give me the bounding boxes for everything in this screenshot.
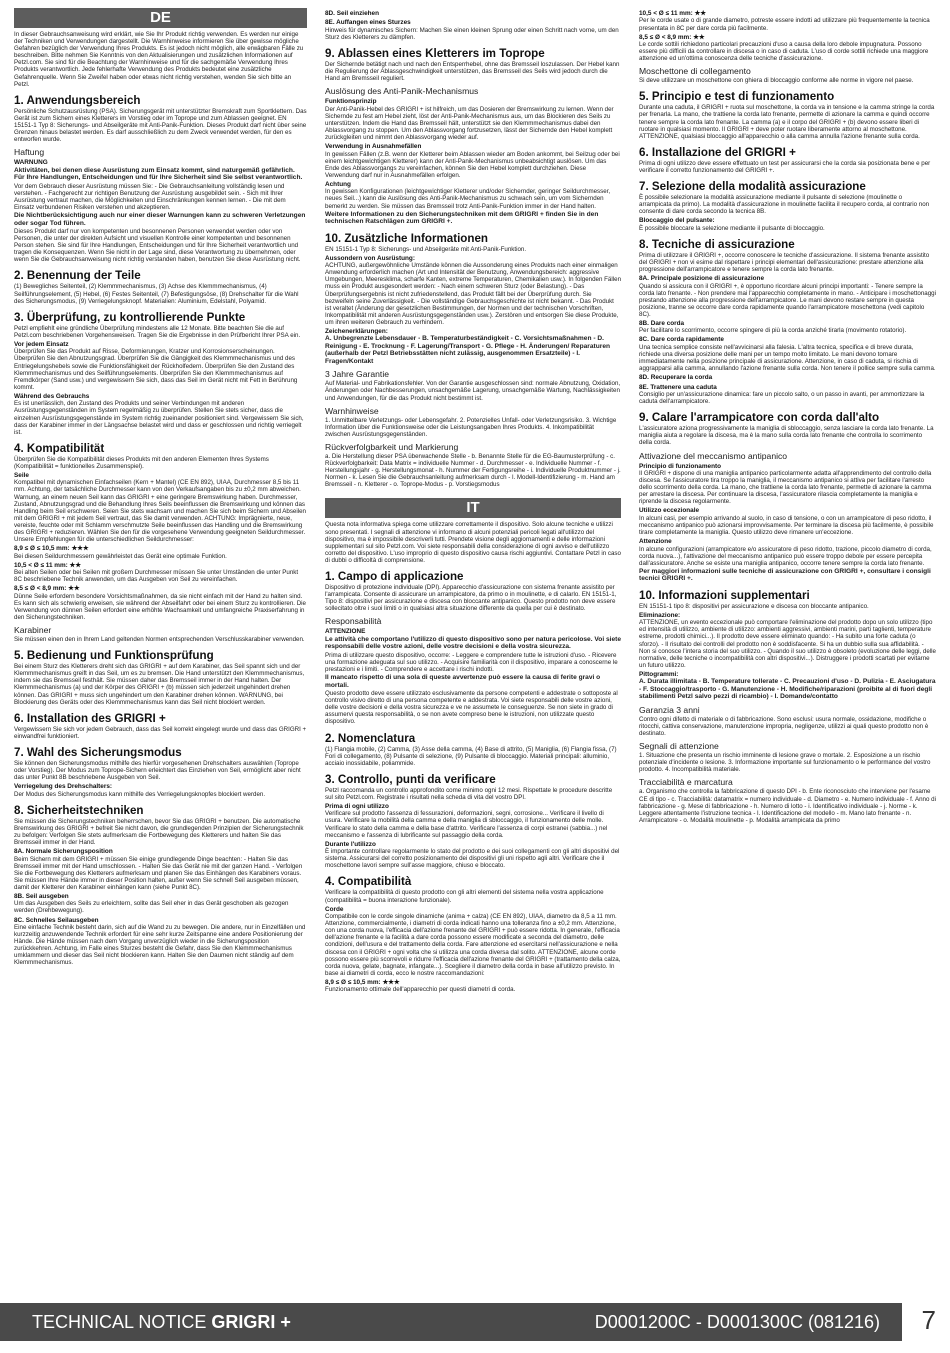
bold-text: Per maggiori informazioni sulle tecniche di assicurazione con GRIGRI +, consultare i consigli tecnici GRIGRI +. xyxy=(639,567,931,583)
section-heading: 8. Tecniche di assicurazione xyxy=(639,237,795,251)
subsection-heading: Garanzia 3 anni xyxy=(639,704,700,715)
paragraph-heading: Prima di ogni utilizzo xyxy=(325,802,389,810)
body-text: Prima di utilizzare questo dispositivo, occorre: - Leggere e comprendere tutte le istruzioni d'uso. - Ricevere una formazione adeguata sul suo utilizzo. - Acquisire familiarità con il dispositivo, imparare a conoscerne le prestazioni e i limiti. - Comprendere e accettare i rischi indotti. xyxy=(325,651,618,673)
section-heading: 9. Calare l'arrampicatore con corda dall'alto xyxy=(639,411,880,425)
body-text: Bei alten Seilen oder bei Seilen mit großem Durchmesser müssen Sie unter Umständen die unter Punkt 8C beschriebene Technik anwenden, um das Ausgeben von Seil zu vereinfachen. xyxy=(14,569,299,584)
body-text: Überprüfen Sie das Produkt auf Risse, Deformierungen, Kratzer und Korrosionserscheinungen. Überprüfen Sie den Abnutzungsgrad. Überprüfen Sie die Gängigkeit des Klemmmechanismus und des Entriegelungshebels sowie die Funktionsfähigkeit der Rückholfedern. Überprüfen Sie den Zustand des Klemmmechanismus und des Seilführungselements. Überprüfen Sie den Klemmmechanismus auf Fremdkörper (Sand usw.) und vergewissern Sie sich, dass das Seil im Gerät nicht mit Fett in Berührung kommt. xyxy=(14,348,298,391)
body-text: Durante una caduta, il GRIGRI + ruota sul moschettone, la corda va in tensione e la camma stringe la corda per frenarla. La mano, che trattiene la corda lato frenante, permette di azionare la camma e quindi occorre tenere sempre la corda lato frenante. La camma (a) e il corpo del GRIGRI + (b) devono essere liberi di ruotare in qualsiasi momento. Il GRIGRI + deve poter ruotare liberamente attorno al moschettone. ATTENZIONE, qualsiasi bloccaggio all'apparecchio o alla camma annulla l'azione frenante sulla corda. xyxy=(639,104,935,140)
paragraph-heading: 8,9 ≤ Ø ≤ 10,5 mm: ★★★ xyxy=(325,978,400,986)
subsection-heading: Moschettone di collegamento xyxy=(639,66,751,77)
body-text: È possibile bloccare la selezione mediante il pulsante di bloccaggio. xyxy=(639,224,825,232)
paragraph-heading: Utilizzo eccezionale xyxy=(639,507,700,515)
section-heading: 10. Informazioni supplementari xyxy=(639,588,810,602)
bold-text: Le attività che comportano l'utilizzo di questo dispositivo sono per natura pericolose. Voi siete responsabili delle vostre azioni, delle vostre decisioni e della vostra sicurezza. xyxy=(325,635,621,651)
paragraph-heading: 10,5 < Ø ≤ 11 mm: ★★ xyxy=(639,10,707,17)
body-text: ACHTUNG, außergewöhnliche Umstände können die Aussonderung eines Produkts nach einer einmaligen Anwendung erforderlich machen (Art und Intensität der Benutzung, Anwendungsbereich: aggressive Umgebungen, Meeresklima, scharfe Kanten, extreme Temperaturen, Chemikalien usw.). In folgenden Fällen muss ein Produkt ausgesondert werden: - Nach einem schweren Sturz (oder Belastung). - Das Überprüfungsergebnis ist nicht zufriedenstellend, das Produkt fällt bei der Überprüfung durch. Sie bezweifeln seine Zuverlässigkeit. - Die vollständige Gebrauchsgeschichte ist nicht bekannt. - Das Produkt ist veraltet (Änderung der gesetzlichen Bestimmungen, der Normen und der technischen Vorschriften, Inkompatibilität mit anderen Ausrüstungsgegenständen usw.). Zerstören und entsorgen Sie diese Produkte, um ihren weiteren Gebrauch zu verhindern. xyxy=(325,262,621,326)
body-text: 1. Situazione che presenta un rischio imminente di lesione grave o mortale. 2. Esposizione a un rischio potenziale d'incidente o lesione. 3. Informazione importante sul funzionamento o le performance del vostro prodotto. 4. Incompatibilità materiale. xyxy=(639,752,931,774)
body-text: Questa nota informativa spiega come utilizzare correttamente il dispositivo. Solo alcune tecniche e utilizzi sono presentati. I segnali di attenzione vi informano di alcuni potenziali pericoli legati all'utilizzo del dispositivo, ma è impossibile descriverli tutti. Prendete visione degli aggiornamenti e delle informazioni supplementari sul sito Petzl.com. Voi siete responsabili della considerazione di ogni avviso e dell'utilizzo corretto del dispositivo. L'uso improprio di questo dispositivo causa rischi aggiuntivi. Contattare Petzl in caso di dubbi o difficoltà di comprensione. xyxy=(325,521,621,564)
footer-title xyxy=(32,1311,291,1333)
paragraph-heading: Zeichenerklärungen: xyxy=(325,327,388,335)
paragraph-heading: Aussondern von Ausrüstung: xyxy=(325,254,415,262)
paragraph-heading: 8B. Seil ausgeben xyxy=(14,892,69,900)
page-footer xyxy=(0,1300,950,1344)
body-text: Per le corde usate o di grande diametro, potreste essere indotti ad utilizzare più frequentemente la tecnica presentata in 8C per dare corda più facilmente. xyxy=(639,17,930,32)
paragraph-heading: Vor jedem Einsatz xyxy=(14,340,69,348)
section-heading: 4. Compatibilità xyxy=(325,875,412,889)
body-text: In gewissen Konfigurationen (leichtgewichtiger Kletterer und/oder Sichernder, geringer Seildurchmesser, neues Seil...) kann die Auslösung des Anti-Panik-Mechanismus zu schwach sein, um vom Sichernden bemerkt zu werden. Sie müssen das Bremsseil trotz Anti-Panik-Funktion immer in der Hand halten. xyxy=(325,188,611,210)
section-heading: 7. Wahl des Sicherungsmodus xyxy=(14,745,182,759)
subsection-heading: Tracciabilità e marcatura xyxy=(639,777,733,788)
bold-text: Aktivitäten, bei denen diese Ausrüstung zum Einsatz kommt, sind naturgemäß gefährlich. Für Ihre Handlungen, Entscheidungen und für Ihre Sicherheit sind Sie selbst verantwortlich. xyxy=(14,166,303,182)
paragraph-heading: WARNUNG xyxy=(14,159,48,167)
column-middle xyxy=(325,8,621,1293)
paragraph-heading: Pittogrammi: xyxy=(639,670,679,678)
body-text: In alcune configurazioni (arrampicatore e/o assicuratore di peso ridotto, trazione, piccolo diametro di corda, corda nuova...), l'attivazione del meccanismo antipanico può essere troppo debole per essere percepita dall'assicuratore. Anche se esiste una maniglia antipanico, occorre tenere sempre la corda lato frenante. xyxy=(639,545,932,567)
subsection-heading: 3 Jahre Garantie xyxy=(325,369,390,380)
paragraph-heading: Durante l'utilizzo xyxy=(325,840,376,848)
body-text: Verificare la compatibilità di questo prodotto con gli altri elementi del sistema nella vostra applicazione (compatibilità = buona interazione funzionale). xyxy=(325,889,604,904)
body-text: Petzl raccomanda un controllo approfondito come minimo ogni 12 mesi. Rispettate le procedure descritte sul sito Petzl.com. Registrate i risultati nella scheda di vita del vostro DPI. xyxy=(325,786,613,801)
subsection-heading: Karabiner xyxy=(14,625,52,636)
paragraph-heading: Achtung xyxy=(325,180,351,188)
paragraph-heading: 8,5 ≤ Ø < 8,9 mm: ★★ xyxy=(639,33,705,41)
section-heading: 8. Sicherheitstechniken xyxy=(14,803,144,817)
bold-text: Die Nichtberücksichtigung auch nur einer dieser Warnungen kann zu schweren Verletzungen oder sogar Tod führen. xyxy=(14,212,306,227)
body-text: Dieses Produkt darf nur von kompetenten und besonnenen Personen verwendet werden oder von Personen, die unter der direkten Aufsicht und visuellen Kontrolle einer kompetenten und besonnenen Person stehen. Sie sind für Ihre Handlungen, Entscheidungen und für Ihre Sicherheit verantwortlich und tragen die Konsequenzen. Wenn Sie nicht in der Lage sind, diese Verantwortung zu übernehmen, oder wenn Sie die Gebrauchsanweisung nicht richtig verstanden haben, benutzen Sie diese Ausrüstung nicht. xyxy=(14,228,301,264)
body-text: È possibile selezionare la modalità assicurazione mediante il pulsante di selezione (moulinette o arrampicata da primo). La modalità d'assicurazione in moulinette facilita il recupero corda, al contrario non consente di dare corda secondo la tecnica 8B. xyxy=(639,194,930,216)
body-text: Um das Ausgeben des Seils zu erleichtern, sollte das Seil eher in das Gerät geschoben als gezogen werden (Drehbewegung). xyxy=(14,900,289,915)
body-text: Questo prodotto deve essere utilizzato esclusivamente da persone competenti e addestrate o sottoposte al controllo visivo diretto di una persona competente e addestrata. Voi siete responsabili delle vostre azioni, delle vostre decisioni e della vostra sicurezza e ve ne assumete le conseguenze. Se non siete in grado di assumervi questa responsabilità, o se non avete compreso bene le istruzioni, non utilizzate questo dispositivo. xyxy=(325,690,618,726)
body-text: Petzl empfiehlt eine gründliche Überprüfung mindestens alle 12 Monate. Bitte beachten Sie die auf Petzl.com beschriebenen Vorgehensweisen. Tragen Sie die Ergebnisse in den Prüfbericht Ihrer PSA ein. xyxy=(14,324,301,339)
subsection-heading: Auslösung des Anti-Panik-Mechanismus xyxy=(325,86,479,97)
body-text: Dispositivo di protezione individuale (DPI). Apparecchio d'assicurazione con sistema frenante assistito per l'arrampicata. Consente di assicurare un arrampicatore, da primo o in moulinette, e di calarlo. EN 15151-1, Tipo 8: dispositivi per assicurazione e discesa con bloccante antipanico. Questo prodotto non deve essere sollecitato oltre i suoi limiti o in qualsiasi altra situazione differente da quella per cui è destinato. xyxy=(325,583,617,613)
body-text: L'assicuratore aziona progressivamente la maniglia di sbloccaggio, senza lasciare la corda lato frenante. La maniglia aiuta a regolare la discesa, ma è la mano sulla corda lato frenante che controlla lo scorrimento della corda. xyxy=(639,425,934,447)
body-text: (1) Flangia mobile, (2) Camma, (3) Asse della camma, (4) Base di attrito, (5) Maniglia, (6) Flangia fissa, (7) Fori di collegamento, (8) Pulsante di selezione, (9) Pulsante di bloccaggio. Materiali principali: alluminio, acciaio inossidabile, poliammide. xyxy=(325,745,617,767)
paragraph-heading: Seile xyxy=(14,471,29,479)
body-text: Si deve utilizzare un moschettone con ghiera di bloccaggio conforme alle norme in vigore nel paese. xyxy=(639,77,914,85)
body-text: Verificare sul prodotto l'assenza di fessurazioni, deformazioni, segni, corrosione... Verificare il livello di usura. Verificare la mobilità della camma e della maniglia di sbloccaggio, il funzionamento delle molle. Verificare lo stato della camma e della base d'attrito. Verificare l'assenza di corpi estranei (sabbia...) nel meccanismo e l'assenza di lubrificante sul passaggio della corda. xyxy=(325,810,608,839)
body-text: Compatibile con le corde singole dinamiche (anima + calza) (CE EN 892), UIAA, diametro da 8,5 a 11 mm. Attenzione, commercialmente, i diametri di corda indicati hanno una tolleranza fino a ±0,2 mm. Attenzione, con una corda nuova, l'efficacia dell'azione frenante del GRIGRI + può essere ridotta. In generale, l'efficacia dell'azione frenante e la facilità a dare corda possono essere modificate a seconda del diametro, delle condizioni, dell'usura e del trattamento della corda. Fare attenzione ed esercitarsi nell'assicurazione e nella discesa con il GRIGRI + ogni volta che si utilizza una corda diversa dal solito. ATTENZIONE, alcune corde possono essere più scorrevoli e ridurre l'efficacia dell'azione frenante del GRIGRI + (trattamento della calza, corda nuova, gelate, bagnate, infangate...). Scegliere il diametro della corda in base all'utilizzo previsto. In base ai diametri di corda, ecco le nostre raccomandazioni: xyxy=(325,913,621,977)
body-text: ATTENZIONE, un evento eccezionale può comportare l'eliminazione del prodotto dopo un solo utilizzo (tipo ed intensità di utilizzo, ambiente di utilizzo: ambienti aggressivi, ambienti marini, parti taglienti, temperature estreme, prodotti chimici...). Il prodotto deve essere eliminato quando: - Ha subito una forte caduta (o sforzo). - Il risultato dei controlli del prodotto non è soddisfacente. Si ha un dubbio sulla sua affidabilità. - Non si conosce l'intera storia del suo utilizzo. - Quando il suo utilizzo è obsoleto (evoluzione delle leggi, delle normative, delle tecniche o incompatibilità con altri dispositivi...). Distruggere i prodotti scartati per evitarne un futuro utilizzo. xyxy=(639,619,936,669)
body-text: Prima di ogni utilizzo deve essere effettuato un test per assicurarsi che la corda sia posizionata bene e per verificare il corretto funzionamento del GRIGRI +. xyxy=(639,159,931,174)
section-heading: 10. Zusätzliche Informationen xyxy=(325,231,488,245)
body-text: Vergewissern Sie sich vor jedem Gebrauch, dass das Seil korrekt eingelegt wurde und dass das GRIGRI + einwandfrei funktioniert. xyxy=(14,725,307,740)
column-right xyxy=(639,8,936,1293)
bold-text: A. Durata illimitata - B. Temperature tollerate - C. Precauzioni d'uso - D. Pulizia - E. Asciugatura - F. Stoccaggio/trasporto - G. Manutenzione - H. Modifiche/riparazioni (proibite al di fuori degli stabilimenti Petzl salvo pezzi di ricambio) - I. Domande/contatto xyxy=(639,678,936,701)
body-text: In alcuni casi, per esempio arrivando al suolo, in caso di tensione, o con un arrampicatore di peso ridotto, il meccanismo antipanico può azionarsi improvvisamente. Per terminare la discesa più facilmente, è possibile tirare completamente la maniglia. Questo utilizzo deve rimanere un'eccezione. xyxy=(639,514,934,536)
paragraph-heading: 8,5 ≤ Ø < 8,9 mm: ★★ xyxy=(14,585,80,593)
section-heading: 5. Principio e test di funzionamento xyxy=(639,90,835,104)
body-text: Bei einem Sturz des Kletterers dreht sich das GRIGRI + auf dem Karabiner, das Seil spannt sich und der Klemmmechanismus greift in das Seil, um es zu bremsen. Die Hand unterstützt den Klemmmechanismus, indem sie das Bremsseil festhält. Sie müssen daher das Bremsseil immer in der Hand halten. Der Klemmmechanismus (a) und der Körper des GRIGRI + (b) müssen sich jederzeit ungehindert drehen können. Das GRIGRI + muss sich ungehindert um den Karabiner drehen können. WARNUNG, bei Blockierung des Geräts oder des Klemmmechanismus kann das Seil nicht blockiert werden. xyxy=(14,663,305,706)
bold-text: Il mancato rispetto di una sola di queste avvertenze può essere la causa di ferite gravi o mortali. xyxy=(325,674,601,689)
paragraph-heading: Verriegelung des Drehschalters: xyxy=(14,783,113,791)
body-text: a. Organismo che controlla la fabbricazione di questo DPI - b. Ente riconosciuto che interviene per l'esame CE di tipo - c. Tracciabilità: datamatrix = numero individuale - d. Diametro - e. Numero individuale - f. Anno di fabbricazione - g. Mese di fabbricazione - h. Numero di lotto - i. Identificativo individuale - j. Norme - k. Leggere attentamente l'istruzione tecnica - l. Identificazione del modello - m. Mano lato frenante - n. Arrampicatore - o. Modalità moulinette - p. Modalità arrampicata da primo xyxy=(639,788,936,824)
body-text: Eine einfache Technik besteht darin, sich auf die Wand zu zu bewegen. Die andere, nur in Einzelfällen und kurzzeitig anzuwendende Technik erfordert für eine sehr kurze Zeitspanne eine andere Positionierung der Hände. Die Hände müssen nach dem Vorgang unverzüglich wieder in die Sicherungsposition zurückkehren. Achtung, im Falle eines Sturzes besteht die Gefahr, dass Sie den Klemmmechanismus umklammern und dieser das Seil nicht blockieren kann. Halten Sie den Daumen nicht ständig auf dem Klemmmechanismus. xyxy=(14,923,306,967)
paragraph-heading: 8C. Schnelles Seilausgeben xyxy=(14,916,99,924)
body-text: Vor dem Gebrauch dieser Ausrüstung müssen Sie: - Die Gebrauchsanleitung vollständig lesen und verstehen. - Fachgerecht zur richtigen Benutzung der Ausrüstung ausgebildet sein. - Sich mit Ihrer Ausrüstung vertraut machen, die Möglichkeiten und Einschränkungen kennen lernen. - Die mit dem Einsatz verbundenen Risiken verstehen und akzeptieren. xyxy=(14,182,286,211)
bold-text: A. Unbegrenzte Lebensdauer - B. Temperaturbeständigkeit - C. Vorsichtsmaßnahmen - D. Reinigung - E. Trocknung - F. Lagerung/Transport - G. Pflege - H. Änderungen/ Reparaturen (außerhalb der Petzl Betriebsstätten nicht zulässig, ausgenommen Ersatzteile) - I. Fragen/Kontakt xyxy=(325,335,611,365)
paragraph-heading: 8,9 ≤ Ø ≤ 10,5 mm: ★★★ xyxy=(14,545,89,553)
body-text: Prima di utilizzare il GRIGRI +, occorre conoscere le tecniche d'assicurazione. Il sistema frenante assistito del GRIGRI + non vi esime dal rispettare i principi elementari dell'assicurazione: prestare attenzione alla progressione dell'arrampicatore e tenere sempre la corda lato frenante. xyxy=(639,251,930,273)
body-text: Persönliche Schutzausrüstung (PSA). Sicherungsgerät mit unterstützter Bremskraft zum Sportklettern. Das Gerät ist zum Sichern eines Kletterers im Vorstieg oder im Toprope und zum Ablassen geeignet. EN 15151-1 Typ 8: Sicherungs- und Abseilgeräte mit Anti-Panik-Funktion. Dieses Produkt darf nicht über seine Grenzen hinaus belastet werden. Es darf ausschließlich zu dem Zweck verwendet werden, für den es entworfen wurde. xyxy=(14,107,307,144)
body-text: Contro ogni difetto di materiale o di fabbricazione. Sono esclusi: usura normale, ossidazione, modifiche o ritocchi, cattiva conservazione, manutenzione impropria, negligenze, utilizzi ai quali questo prodotto non è destinato. xyxy=(639,715,929,738)
body-text: Dünne Seile erfordern besondere Vorsichtsmaßnahmen, da sie nicht einfach mit der Hand zu halten sind. Es kann sich als schwierig erweisen, sie während der Abseilfahrt oder bei einem Sturz zu kontrollieren. Die Verwendung von dünnen Seilen erfordert eine erhöhte Wachsamkeit und umfangreiche Praxiserfahrung in den Sicherungstechniken. xyxy=(14,592,306,621)
body-text: Überprüfen Sie die Kompatibilität dieses Produkts mit den anderen Elementen Ihres Systems (Kompatibilität = funktionelles Zusammenspiel). xyxy=(14,455,269,470)
language-header: IT xyxy=(325,498,621,518)
body-text: EN 15151-1 tipo 8: dispositivi per assicurazione e discesa con bloccante antipanico. xyxy=(639,602,869,610)
section-heading: 2. Nomenclatura xyxy=(325,731,416,745)
section-heading: 2. Benennung der Teile xyxy=(14,269,141,283)
body-text: Kompatibel mit dynamischen Einfachseilen (Kern + Mantel) (CE EN 892), UIAA, Durchmesser 8,5 bis 11 mm. Achtung, der tatsächliche Durchmesser kann von den Verkaufsangaben bis zu ±0,2 mm abweichen. Warnung, an einem neuen Seil kann das GRIGRI + eine geringere Bremswirkung haben. Durchmesser, Zustand, Abnutzungsgrad und die Behandlung Ihres Seils beeinflussen die Bremswirkung und können das Handling beim Seil erschweren. Seien Sie stets wachsam und machen Sie sich beim Sichern und Abseilen mit dem GRIGRI + mit jedem Seil vertraut, das Sie damit verwenden. ACHTUNG: Imprägnierte, neue, vereiste, feuchte oder mit Schlamm verschmutzte Seile beeinflussen das Handling und die Bremswirkung des GRIGRI + reduzieren. Wählen Sie den für die vorgesehene Verwendung geeigneten Seildurchmesser. Unsere Empfehlungen für die unterschiedlichen Seildurchmesser: xyxy=(14,479,306,544)
body-text: a. Die Herstellung dieser PSA überwachende Stelle - b. Benannte Stelle für die EG-Baumusterprüfung - c. Rückverfolgbarkeit: Data Matrix = individuelle Nummer - d. Durchmesser - e. Individuelle Nummer - f. Herstellungsjahr - g. Herstellungsmonat - h. Nummer der Fertigungsreihe - i. Individuelle Produktnummer - j. Normen - k. Lesen Sie die Gebrauchsanleitung aufmerksam durch - l. Modell-Identifizierung - m. Hand am Bremsseil - n. Kletterer - o. Toprope-Modus - p. Vorstiegsmodus xyxy=(325,452,621,489)
body-text: Le corde sottili richiedono particolari precauzioni d'uso a causa della loro debole impugnatura. Possono essere più difficili da controllare in discesa o in caso di caduta. L'uso di corde sottili richiede una maggiore attenzione ed un'ottima conoscenza delle tecniche d'assicurazione. xyxy=(639,41,929,63)
paragraph-heading: 8E. Auffangen eines Sturzes xyxy=(325,19,411,27)
paragraph-heading: 8A. Normale Sicherungsposition xyxy=(14,848,113,856)
body-text: (1) Bewegliches Seitenteil, (2) Klemmmechanismus, (3) Achse des Klemmmechanismus, (4) Seilführungselement, (5) Hebel, (6) Festes Seitenteil, (7) Befestigungsöse, (8) Drehschalter für die Wahl des Sicherungsmodus, (9) Verriegelungsknopf. Materialien: Aluminium, Edelstahl, Polyamid. xyxy=(14,283,299,305)
paragraph-heading: 8B. Dare corda xyxy=(639,319,685,327)
section-heading: 6. Installation des GRIGRI + xyxy=(14,711,166,725)
section-heading: 3. Controllo, punti da verificare xyxy=(325,772,496,786)
body-text: Der Modus des Sicherungsmodus kann mithilfe des Verriegelungsknopfes blockiert werden. xyxy=(14,790,266,798)
paragraph-heading: ATTENZIONE xyxy=(325,628,366,636)
footer-reference: D0001200C - D0001300C (081216) xyxy=(594,1312,880,1332)
subsection-heading: Responsabilità xyxy=(325,616,382,627)
paragraph-heading: Während des Gebrauchs xyxy=(14,392,90,400)
body-text: Il GRIGRI + dispone di una maniglia antipanico particolarmente adatta all'apprendimento del controllo della discesa. Se l'assicuratore tira troppo la maniglia, il meccanismo antipanico si attiva per facilitare l'arresto dello scorrimento della corda. La mano, che trattiene la corda lato frenante, permette di azionare la camma per arrestare la discesa. Per continuare la discesa, l'assicuratore rilascia completamente la maniglia e riprende la discesa regolarmente. xyxy=(639,469,932,506)
paragraph-heading: Funktionsprinzip xyxy=(325,98,377,106)
body-text: Per facilitare lo scorrimento, occorre spingere di più la corda anziché tirarla (movimento rotatorio). xyxy=(639,327,907,335)
footer-title-product: GRIGRI + xyxy=(211,1312,291,1332)
column-left xyxy=(14,8,307,1293)
body-text: Es ist unerlässlich, den Zustand des Produkts und seiner Verbindungen mit anderen Ausrüstungsgegenständen im System regelmäßig zu überprüfen. Stellen Sie stets sicher, dass die einzelnen Ausrüstungsgegenstände im System richtig zueinander positioniert sind. Vergewissern Sie sich, dass der Karabiner immer in der Längsachse belastet wird und dass er geschlossen und richtig verriegelt ist. xyxy=(14,400,304,436)
body-text: Auf Material- und Fabrikationsfehler. Von der Garantie ausgeschlossen sind: normale Abnutzung, Oxidation, Änderungen oder Nachbesserungen, unsachgemäße Lagerung, unsachgemäße Wartung, Nachlässigkeiten und Anwendungen, für die das Produkt nicht bestimmt ist. xyxy=(325,380,621,402)
subsection-heading: Haftung xyxy=(14,147,45,158)
body-text: Sie müssen die Sicherungstechniken beherrschen, bevor Sie das GRIGRI + benutzen. Die automatische Bremswirkung des GRIGRI + befreit Sie nicht davon, die grundlegenden Prinzipien der Sicherungstechnik zu befolgen: Verfolgen Sie stets aufmerksam die Fortbewegung des Kletterers und halten Sie das Bremsseil immer in der Hand. xyxy=(14,817,304,846)
body-text: Der Sichernde betätigt nach und nach den Entsperrhebel, ohne das Bremsseil loszulassen. Der Hebel kann die Regulierung der Ablassgeschwindigkeit unterstützen, das Bremsseil des Seils wird jedoch durch die Hand am Bremsseil reguliert. xyxy=(325,61,620,83)
bold-text: Weitere Informationen zu den Sicherungstechniken mit dem GRIGRI + finden Sie in den technischen Ratschlägen zum GRIGRI +. xyxy=(325,210,599,226)
paragraph-heading: 8D. Recuperare la corda xyxy=(639,374,713,382)
paragraph-heading: 8E. Trattenere una caduta xyxy=(639,383,717,391)
paragraph-heading: 10,5 < Ø ≤ 11 mm: ★★ xyxy=(14,561,82,569)
section-heading: 1. Anwendungsbereich xyxy=(14,93,141,107)
body-text: Una tecnica semplice consiste nell'avvicinarsi alla falesia. L'altra tecnica, specifica e di breve durata, richiede una diversa posizione delle mani per un tempo molto limitato. Le mani devono tornare immediatamente nella posizione principale di assicurazione. Attenzione, in caso di caduta, si rischia di aggrapparsi alla camma, annullando l'azione frenante sulla corda. Non tenere il pollice sempre sulla camma. xyxy=(639,343,936,373)
paragraph-heading: Verwendung in Ausnahmefällen xyxy=(325,143,422,151)
page-number: 7 xyxy=(921,1305,936,1335)
section-heading: 4. Kompatibilität xyxy=(14,441,105,455)
body-text: 1. Unmittelbare Verletzungs- oder Lebensgefahr. 2. Potenzielles Unfall- oder Verletzungsrisiko. 3. Wichtige Information über die Funktionsweise oder die Leistungsangaben Ihres Produkts. 4. Inkompatibilität zwischen Ausrüstungsgegenständen. xyxy=(325,416,617,438)
paragraph-heading: 8A. Principale posizione di assicurazione xyxy=(639,275,765,283)
body-text: Sie müssen einen den in Ihrem Land geltenden Normen entsprechenden Verschlusskarabiner verwenden. xyxy=(14,636,305,644)
body-text: Funzionamento ottimale dell'apparecchio per questi diametri di corda. xyxy=(325,986,516,994)
section-heading: 7. Selezione della modalità assicurazione xyxy=(639,180,866,194)
section-heading: 3. Überprüfung, zu kontrollierende Punkte xyxy=(14,310,246,324)
body-text: Beim Sichern mit dem GRIGRI + müssen Sie einige grundlegende Dinge beachten: - Halten Sie das Bremsseil immer mit der Hand umschlossen. - Halten Sie das Gerät nie mit der ganzen Hand. - Verfolgen Sie die Fortbewegung des Kletterers aufmerksam und planen Sie das Einhängen des Karabiners voraus. Sie müssen Ihre Hände immer in dieser Position halten, außer wenn Sie schnell Seil ausgeben müssen, damit der Kletterer den Karabiner einhängen kann (siehe Punkt 8C). xyxy=(14,855,303,891)
paragraph-heading: Eliminazione: xyxy=(639,611,681,619)
section-heading: 9. Ablassen eines Kletterers im Toprope xyxy=(325,47,545,60)
paragraph-heading: 8C. Dare corda rapidamente xyxy=(639,336,724,344)
body-text: Bei diesen Seildurchmessern gewährleistet das Gerät eine optimale Funktion. xyxy=(14,552,227,560)
paragraph-heading: Attenzione xyxy=(639,538,672,546)
paragraph-heading: Corde xyxy=(325,905,344,913)
body-text: Der Anti-Panik-Hebel des GRIGRI + ist hilfreich, um das Dosieren der Bremswirkung zu lernen. Wenn der Sichernde zu fest am Hebel zieht, löst der Anti-Panik-Mechanismus aus, um das Blockieren des Seils zu unterstützen. Indem die Hand das Bremsseil hält, unterstützt sie den Klemmmechanismus dabei den Ablassvorgang zu stoppen. Um den Ablassvorgang fortzusetzen, lässt der Sichernde den Hebel komplett zurückgleiten und nimmt den Ablassvorgang wieder auf. xyxy=(325,105,614,142)
paragraph-heading: Bloccaggio del pulsante: xyxy=(639,217,715,225)
section-heading: 5. Bedienung und Funktionsprüfung xyxy=(14,649,214,663)
section-heading: 6. Installazione del GRIGRI + xyxy=(639,145,796,159)
subsection-heading: Warnhinweise xyxy=(325,405,379,416)
paragraph-heading: Principio di funzionamento xyxy=(639,462,722,470)
subsection-heading: Segnali di attenzione xyxy=(639,741,719,752)
body-text: Quando si assicura con il GRIGRI +, è opportuno ricordare alcuni principi importanti: - Tenere sempre la corda lato frenante. - Non prendere mai l'apparecchio completamente in mano. - Anticipare i moschettonaggi prestando attenzione alla progressione dell'arrampicatore. Le mani devono restare sempre in questa posizione, tranne se occorre dare corda rapidamente quando l'arrampicatore moschettona (vedi capitolo 8C). xyxy=(639,282,936,318)
language-header: DE xyxy=(14,8,307,28)
subsection-heading: Rückverfolgbarkeit und Markierung xyxy=(325,441,459,452)
body-text: È importante controllare regolarmente lo stato del prodotto e dei suoi collegamenti con gli altri dispositivi del sistema. Assicurarsi del corretto posizionamento dei dispositivi gli uni rispetto agli altri. Verificare che il moschettone lavori sempre sull'asse maggiore, chiuso e bloccato. xyxy=(325,848,620,870)
body-text: EN 15151-1 Typ 8: Sicherungs- und Abseilgeräte mit Anti-Panik-Funktion. xyxy=(325,245,527,253)
body-text: Sie können den Sicherungsmodus mithilfe des hierfür vorgesehenen Drehschalters auswählen (Toprope oder Vorstieg). Der Modus zum Toprope-Sichern erleichtert das Einziehen von Seil, ermöglicht aber nicht das unter Punkt 8B beschriebene Ausgeben von Seil. xyxy=(14,759,301,782)
footer-title-prefix: TECHNICAL NOTICE xyxy=(32,1312,212,1332)
body-text: Hinweis für dynamisches Sichern: Machen Sie einen kleinen Sprung oder einen Schritt nach vorne, um den Sturz des Kletterers zu dämpfen. xyxy=(325,26,619,41)
body-text: In dieser Gebrauchsanweisung wird erklärt, wie Sie Ihr Produkt richtig verwenden. Es werden nur einige der Techniken und Verwendungen dargestellt. Die Warnhinweise informieren Sie über gewisse mögliche Gefahren bezüglich der Verwendung Ihres Produkts. Es ist jedoch nicht möglich, alle erwägbaren Fälle zu beschreiben. Bitte nehmen Sie Kenntnis von den Aktualisierungen und zusätzlichen Informationen auf Petzl.com. Sie sind für die Beachtung der Warnhinweise und für die sachgemäße Verwendung Ihres Produkts verantwortlich. Jede fehlerhafte Verwendung des Produkts bedeutet eine zusätzliche Gefahrenquelle. Wenn Sie Zweifel haben oder etwas nicht richtig verstehen, wenden Sie sich bitte an Petzl. xyxy=(14,31,304,88)
body-text: Consiglio per un'assicurazione dinamica: fare un piccolo salto, o un passo in avanti, per ammortizzare la caduta dell'arrampicatore. xyxy=(639,391,925,406)
section-heading: 1. Campo di applicazione xyxy=(325,569,464,583)
body-text: In gewissen Fällen (z.B. wenn der Kletterer beim Ablassen wieder am Boden ankommt, bei Seilzug oder bei einem leichtgewichtigen Kletterer) kann der Anti-Panik-Mechanismus unbeabsichtigt auslösen. Um das Ende des Ablassvorgangs zu vereinfachen, können Sie den Hebel komplett durchziehen. Diese Verwendung darf nur in Ausnahmefällen erfolgen. xyxy=(325,150,620,179)
paragraph-heading: 8D. Seil einziehen xyxy=(325,10,379,17)
subsection-heading: Attivazione del meccanismo antipanico xyxy=(639,450,788,461)
